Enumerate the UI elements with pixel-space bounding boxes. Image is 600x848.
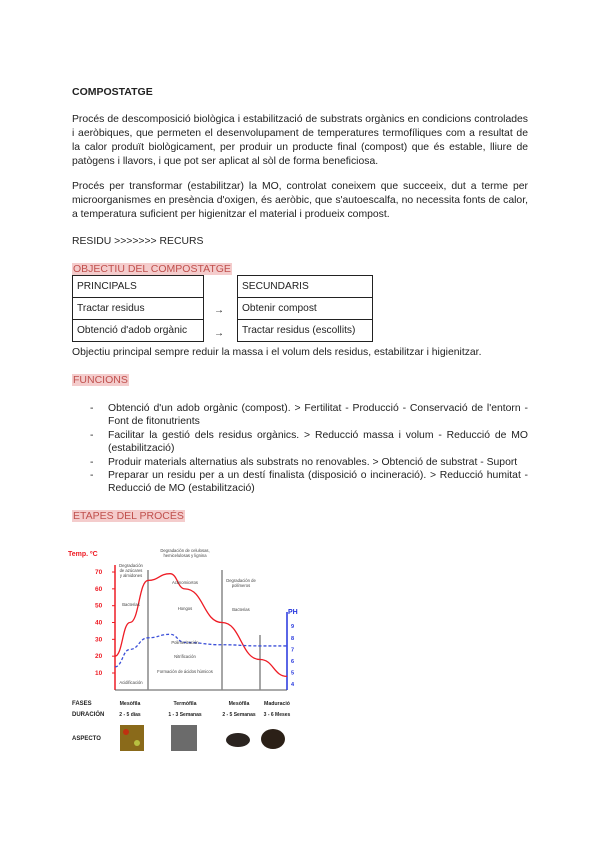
y-tick-label: 30 <box>95 636 103 644</box>
residu-recurs-line: RESIDU >>>>>>> RECURS <box>72 236 204 247</box>
y2-tick-label: 9 <box>291 624 295 631</box>
etapes-heading: ETAPES DEL PROCÉS <box>73 510 184 522</box>
y2-tick-label: 5 <box>291 670 295 677</box>
duration-label: 2 - 5 días <box>119 712 141 718</box>
secundaris-cell: Tractar residus (escollits) <box>238 320 373 342</box>
ph-line <box>115 634 287 666</box>
mature-compost-image <box>261 729 285 749</box>
arrow-icon: → <box>214 328 224 339</box>
objectiu-heading: OBJECTIU DEL COMPOSTATGE <box>73 263 231 275</box>
process-paragraph: Procés per transformar (estabilitzar) la MO, controlat coneixem que succeeix, dut a terme per microorganismes en presència d'oxigen, és aeròbic, que s'autoescalfa, no necessita fonts de calor, a temperatura suficient per higienitzar el material i produeix compost. <box>72 181 528 220</box>
chart-annotation: Degradación de polímeros <box>226 578 256 588</box>
duration-label: 2 - 5 Semanas <box>222 712 256 718</box>
compost-stages-chart <box>60 540 310 760</box>
y-tick-label: 20 <box>95 653 103 661</box>
secundaris-table <box>237 275 373 342</box>
principals-header: PRINCIPALS <box>73 276 204 298</box>
row-label-duration: DURACIÓN <box>72 712 105 718</box>
fresh-waste-image <box>120 725 144 751</box>
list-item: - Facilitar la gestió dels residus orgànics. > Reducció massa i volum - Reducció de MO (estabilització) <box>90 429 528 456</box>
row-label-aspect: ASPECTO <box>72 736 101 742</box>
objectiu-note: Objectiu principal sempre reduir la massa i el volum dels residus, estabilitzar i higienitzar. <box>72 347 482 358</box>
arrow-icon: → <box>214 305 224 316</box>
funcions-list <box>90 402 528 496</box>
chart-annotation: Hongos <box>177 606 193 611</box>
principals-table <box>72 275 204 342</box>
y2-tick-label: 8 <box>291 635 295 642</box>
list-item: - Obtenció d'un adob orgànic (compost). > Fertilitat - Producció - Conservació de l'entorn - Font de fitonutrients <box>90 402 528 429</box>
y-tick-label: 40 <box>95 619 103 627</box>
y-tick-label: 10 <box>95 670 103 677</box>
y-tick-label: 60 <box>95 585 103 593</box>
phase-label: Termòfila <box>173 701 197 707</box>
compost-pile-image <box>226 733 250 747</box>
duration-label: 3 - 6 Meses <box>263 712 291 718</box>
chart-annotation: Bacterias <box>232 607 250 612</box>
chart-annotation: Formación de ácidos húmicos <box>157 669 213 674</box>
chart-annotation: Nitrificación <box>174 654 196 659</box>
fresh-waste-image <box>123 729 129 735</box>
duration-label: 1 - 3 Semanas <box>168 712 202 718</box>
principals-cell: Obtenció d'adob orgànic <box>73 320 204 342</box>
definition-paragraph: Procés de descomposició biològica i estabilització de substrats orgànics en condicions controlades i aeròbiques, que permeten el desenvolupament de temperatures termofíliques com a resultat de la calor produït biològicament, per produir un producte final (compost) que és estable, lliure de patògens i llavors, i que pot ser aplicat al sòl de forma beneficiosa. <box>72 114 528 167</box>
list-item: - Preparar un residu per a un destí finalista (disposició o incineració). > Reducció humitat - Reducció de MO (estabilització) <box>90 469 528 496</box>
phase-label: Mesòfila <box>228 701 250 707</box>
row-label-phases: FASES <box>72 701 92 707</box>
y-tick-label: 70 <box>95 569 103 577</box>
chart-annotation: Acidificación <box>119 680 143 685</box>
list-item: - Produir materials alternatius als substrats no renovables. > Obtenció de substrat - Suport <box>90 456 528 469</box>
thermophilic-material-image <box>171 725 197 751</box>
ph-axis-label: PH <box>288 609 298 616</box>
chart-annotation: Actinomicetos <box>171 580 199 585</box>
y-tick-label: 50 <box>95 602 103 610</box>
y2-tick-label: 4 <box>291 682 295 689</box>
temperature-axis-label: Temp. ºC <box>68 551 98 558</box>
secundaris-cell: Obtenir compost <box>238 298 373 320</box>
principals-cell: Tractar residus <box>73 298 204 320</box>
funcions-heading: FUNCIONS <box>73 374 128 386</box>
phase-label: Mesòfila <box>119 701 141 707</box>
phase-label: Maduració <box>264 701 290 707</box>
fresh-waste-image <box>134 740 140 746</box>
chart-annotation: Degradación de celulosas, hemicelulosas y lignina <box>160 548 210 558</box>
chart-annotation: Polimerización <box>171 640 199 645</box>
temperature-line <box>115 574 287 677</box>
chart-annotation: Degradación de azúcares y almidones <box>119 563 143 578</box>
page-title: COMPOSTATGE <box>72 86 153 98</box>
chart-annotation: Bacterias <box>122 602 140 607</box>
y2-tick-label: 6 <box>291 659 295 665</box>
secundaris-header: SECUNDARIS <box>238 276 373 298</box>
y2-tick-label: 7 <box>291 647 295 654</box>
